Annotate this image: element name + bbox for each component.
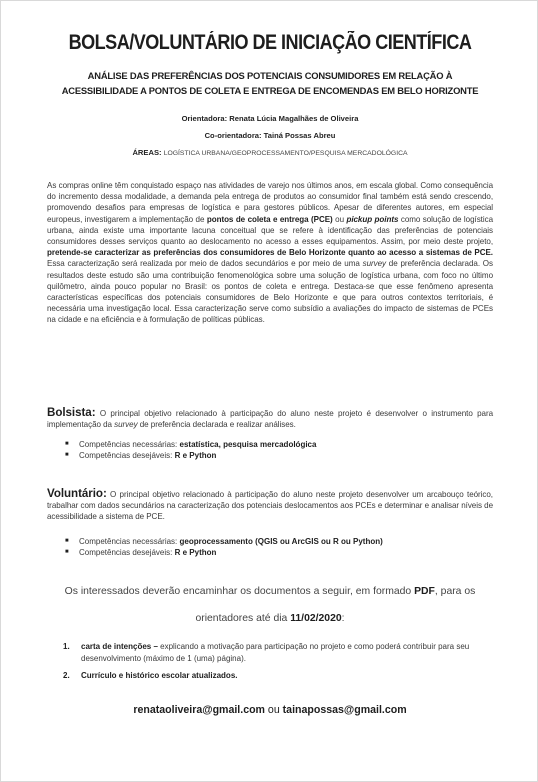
document-name: carta de intenções – [81,642,161,651]
email-separator: ou [264,704,283,716]
instructions-text: : [341,613,345,624]
email-link-renata[interactable]: renataoliveira@gmail.com [133,704,265,716]
document-description: explicando a motivação para participação no projeto e como poderá contribuir para seu desenvolvimento (máximo de 1 (uma) página). [81,642,470,663]
format-pdf: PDF [414,586,435,597]
coadvisor-name: Tainá Possas Abreu [263,131,336,140]
intro-highlight-pce: pontos de coleta e entrega (PCE) [206,214,333,224]
advisor-name: Renata Lúcia Magalhães de Oliveira [229,114,359,123]
page-title: BOLSA/VOLUNTÁRIO DE INICIAÇÃO CIENTÍFICA [68,31,472,54]
competency-value: geoprocessamento (QGIS ou ArcGIS ou R ou Python) [179,537,383,546]
bolsista-competencies [65,439,316,461]
coadvisor-label: Co-orientadora: [204,131,262,140]
instructions-line-2 [1,613,538,624]
voluntario-paragraph [47,488,493,523]
bolsista-label: Bolsista: [47,406,96,419]
required-documents-list [63,641,503,688]
list-item [65,439,316,450]
voluntario-text: O principal objetivo relacionado à participação do aluno neste projeto desenvolver um arcabouço teórico, trabalhar com dados secundários na caracterização dos potenciais deslocamentos aos PCEs e determinar e analisar níveis de acessibilidade a sistema de PCE. [47,490,493,522]
areas-label: ÁREAS: [132,148,162,157]
competency-label: Competências necessárias: [79,440,180,449]
list-item [63,670,503,682]
bolsista-paragraph [47,407,493,430]
bolsista-text: O principal objetivo relacionado à participação do aluno neste projeto é desenvolver o instrumento para implementação da [47,409,493,430]
competency-label: Competências desejáveis: [79,451,175,460]
list-item [65,450,316,461]
competency-value: estatística, pesquisa mercadológica [179,440,317,449]
deadline-date: 11/02/2020 [290,613,342,624]
item-number: 2. [63,671,70,681]
instructions-text: Os interessados deverão encaminhar os documentos a seguir, em formado [64,586,415,597]
instructions-text: orientadores até dia [195,613,291,624]
bolsista-text: de preferência declarada e realizar análises. [137,420,296,430]
intro-highlight-pickup: pickup points [346,214,399,224]
competency-label: Competências necessárias: [79,537,180,546]
advisor-line [1,114,538,123]
instructions-text: , para os [434,586,476,597]
intro-survey-term: survey [362,259,387,269]
voluntario-competencies [65,536,383,558]
intro-text: Essa caracterização será realizada por meio de dados secundários e por meio de uma [47,259,363,269]
list-item [65,536,383,547]
bolsista-survey-term: survey [114,420,138,430]
intro-text: ou [332,214,347,224]
email-link-taina[interactable]: tainapossas@gmail.com [282,704,407,716]
intro-text: de preferência declarada. Os resultados deste estudo são uma contribuição fenomenológica sobre uma solução de logística urbana, com foco no último quilômetro, ainda pouco popular no Brasil: os pontos de coleta e entrega. Destaca-se que esse fenômeno apresenta características específicas dos potenciais consumidores de Belo Horizonte e que para outros contextos territoriais, é necessária uma investigação local. Essa caracterização serve como subsídio a avaliações do impacto de sistemas de PCEs na cidade e na eficiência e à formulação de políticas públicas. [47,259,493,325]
areas-line [1,148,538,157]
competency-value: R e Python [174,548,217,557]
voluntario-label: Voluntário: [47,487,107,500]
intro-text: As compras online têm conquistado espaço nas atividades de varejo nos últimos anos, em escala global. Como consequência do incremento dessa modalidade, a demanda pela entrega de produtos ao consumidor final também está sendo crescendo, promovendo desafios para empresas de logística e para gestores públicos. Apesar de diferentes autores, em especial europeus, investigarem a implementação de [47,181,493,224]
contact-emails [1,704,538,716]
areas-value: LOGÍSTICA URBANA/GEOPROCESSAMENTO/PESQUISA MERCADOLÓGICA [163,150,408,157]
list-item [65,547,383,558]
intro-objective: pretende-se caracterizar as preferências dos consumidores de Belo Horizonte quanto ao acesso a sistemas de PCE. [47,248,493,258]
intro-paragraph [47,180,493,326]
item-number: 1. [63,642,70,651]
instructions-line-1 [1,586,538,597]
intro-text: como solução de logística urbana, ainda existe uma importante lacuna conceitual que se refere à identificação das preferências de potenciais consumidores desses serviços quanto ao deslocamento no acesso a esses equipamentos. Assim, por meio deste projeto, [47,214,493,247]
list-item [63,641,503,664]
advisor-label: Orientadora: [181,114,228,123]
competency-value: R e Python [174,451,217,460]
coadvisor-line [1,131,538,140]
document-name: Currículo e histórico escolar atualizados. [81,671,238,681]
project-subtitle: ANÁLISE DAS PREFERÊNCIAS DOS POTENCIAIS CONSUMIDORES EM RELAÇÃO À ACESSIBILIDADE A PONTOS DE COLETA E ENTREGA DE ENCOMENDAS EM BELO HORIZONTE [61,70,479,96]
competency-label: Competências desejáveis: [79,548,175,557]
